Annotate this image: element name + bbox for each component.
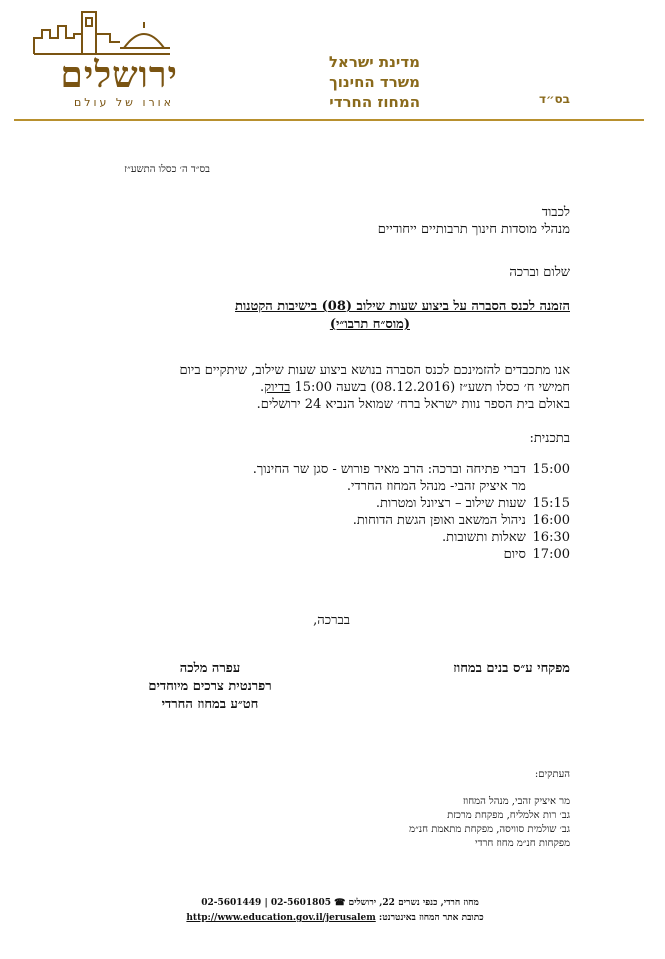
ministry-line-state: מדינת ישראל — [328, 53, 420, 71]
signature-name: עפרה מלכה — [179, 661, 241, 676]
footer-site-label: כתובת אתר המחוז באינטרנט: — [378, 913, 484, 923]
subject-line-2: (מוס״ח תרבו״י) — [329, 317, 410, 332]
agenda-text: שאלות ותשובות. — [441, 530, 526, 545]
subject-line-1: הזמנה לכנס הסברה על ביצוע שעות שילוב (08) בישיבות הקטנות — [235, 299, 570, 314]
signature-block — [120, 660, 300, 714]
agenda-text: סיום — [503, 547, 526, 562]
agenda-time: 15:15 — [532, 496, 570, 511]
agenda-text: דברי פתיחה וברכה: הרב מאיר פורוש - סגן שר החינוך. — [252, 462, 526, 477]
agenda-item — [150, 478, 570, 494]
ministry-line-district: המחוז החרדי — [329, 93, 420, 111]
header-rule — [14, 119, 644, 121]
signature-role: רפרנטית צרכים מיוחדים — [148, 679, 272, 694]
body-line-2-text: חמישי ח׳ כסלו תשע״ז (08.12.2016) בשעה 15:00 — [294, 380, 570, 395]
cc-list — [330, 795, 570, 851]
agenda-text: ניהול המשאב ואופן הגשת הדוחות. — [352, 513, 526, 528]
agenda-item — [150, 461, 570, 477]
greeting: שלום וברכה — [509, 265, 570, 280]
signature-supervisors: מפקחי ע״ס בנים במחוז — [453, 661, 570, 676]
recipient-name: מנהלי מוסדות חינוך תרבותיים ייחודיים — [377, 222, 570, 237]
agenda-item — [150, 546, 570, 562]
closing: בברכה, — [313, 613, 350, 628]
cc-heading: העתקים: — [534, 769, 570, 780]
jerusalem-skyline-icon — [32, 8, 172, 58]
cc-item: מר איציק זהבי, מנהל המחוז — [462, 796, 570, 807]
body-line-2-emphasis: בדיוק — [264, 380, 291, 395]
agenda-time: 16:00 — [532, 513, 570, 528]
agenda-time: 17:00 — [532, 547, 570, 562]
agenda-text: מר איציק זהבי- מנהל המחוז החרדי. — [346, 479, 526, 494]
agenda-time: 15:00 — [532, 462, 570, 477]
logo-slogan: אורו של עולם — [73, 96, 174, 109]
footer-fax: 02-5601449 — [201, 898, 262, 908]
body-line-1: אנו מתכבדים להזמינכם לכנס הסברה בנושא ביצוע שעות שילוב, שיתקיים ביום — [179, 363, 570, 378]
cc-item: גב׳ רות אלמליח, מפקחת מרכזת — [447, 810, 570, 821]
cc-item: מפקחות חנ״מ מחוז חרדי — [475, 838, 570, 849]
agenda-item — [150, 529, 570, 545]
letterhead-logo — [28, 8, 178, 108]
recipient-label: לכבוד — [541, 205, 570, 220]
body-line-3: באולם בית הספר נוות ישראל ברח׳ שמואל הנביא 24 ירושלים. — [256, 397, 570, 412]
footer-website — [160, 912, 510, 923]
ministry-line-ministry: משרד החינוך — [329, 73, 420, 91]
agenda-item — [150, 512, 570, 528]
body-line-2: חמישי ח׳ כסלו תשע״ז (08.12.2016) בשעה 15:00 בדיוק. — [260, 380, 570, 395]
agenda-time: 16:30 — [532, 530, 570, 545]
agenda-heading: בתכנית: — [529, 431, 570, 446]
footer-address: מחוז חרדי, כנפי נשרים 22, ירושלים — [348, 898, 479, 908]
agenda-item — [150, 495, 570, 511]
ministry-block — [270, 52, 420, 112]
header-bsd: בס״ד — [538, 92, 570, 106]
cc-item: גב׳ שולמית סוויסה, מפקחת מתאמת חנ״מ — [409, 824, 570, 835]
agenda-text: שעות שילוב – רציונל ומטרות. — [375, 496, 526, 511]
phone-icon: ☎ — [334, 898, 346, 908]
date-line: בס״ד ה׳ כסלו התשע״ז — [124, 164, 210, 175]
footer-phone: 02-5601805 — [270, 898, 331, 908]
signature-unit: חט״ע במחוז החרדי — [161, 697, 259, 712]
logo-word: ירושלים — [60, 54, 178, 96]
footer-contact: 02-5601449 | 02-5601805 ☎ מחוז חרדי, כנפי נשרים 22, ירושלים — [201, 898, 479, 908]
footer-url[interactable]: http://www.education.gov.il/jerusalem — [186, 913, 376, 923]
